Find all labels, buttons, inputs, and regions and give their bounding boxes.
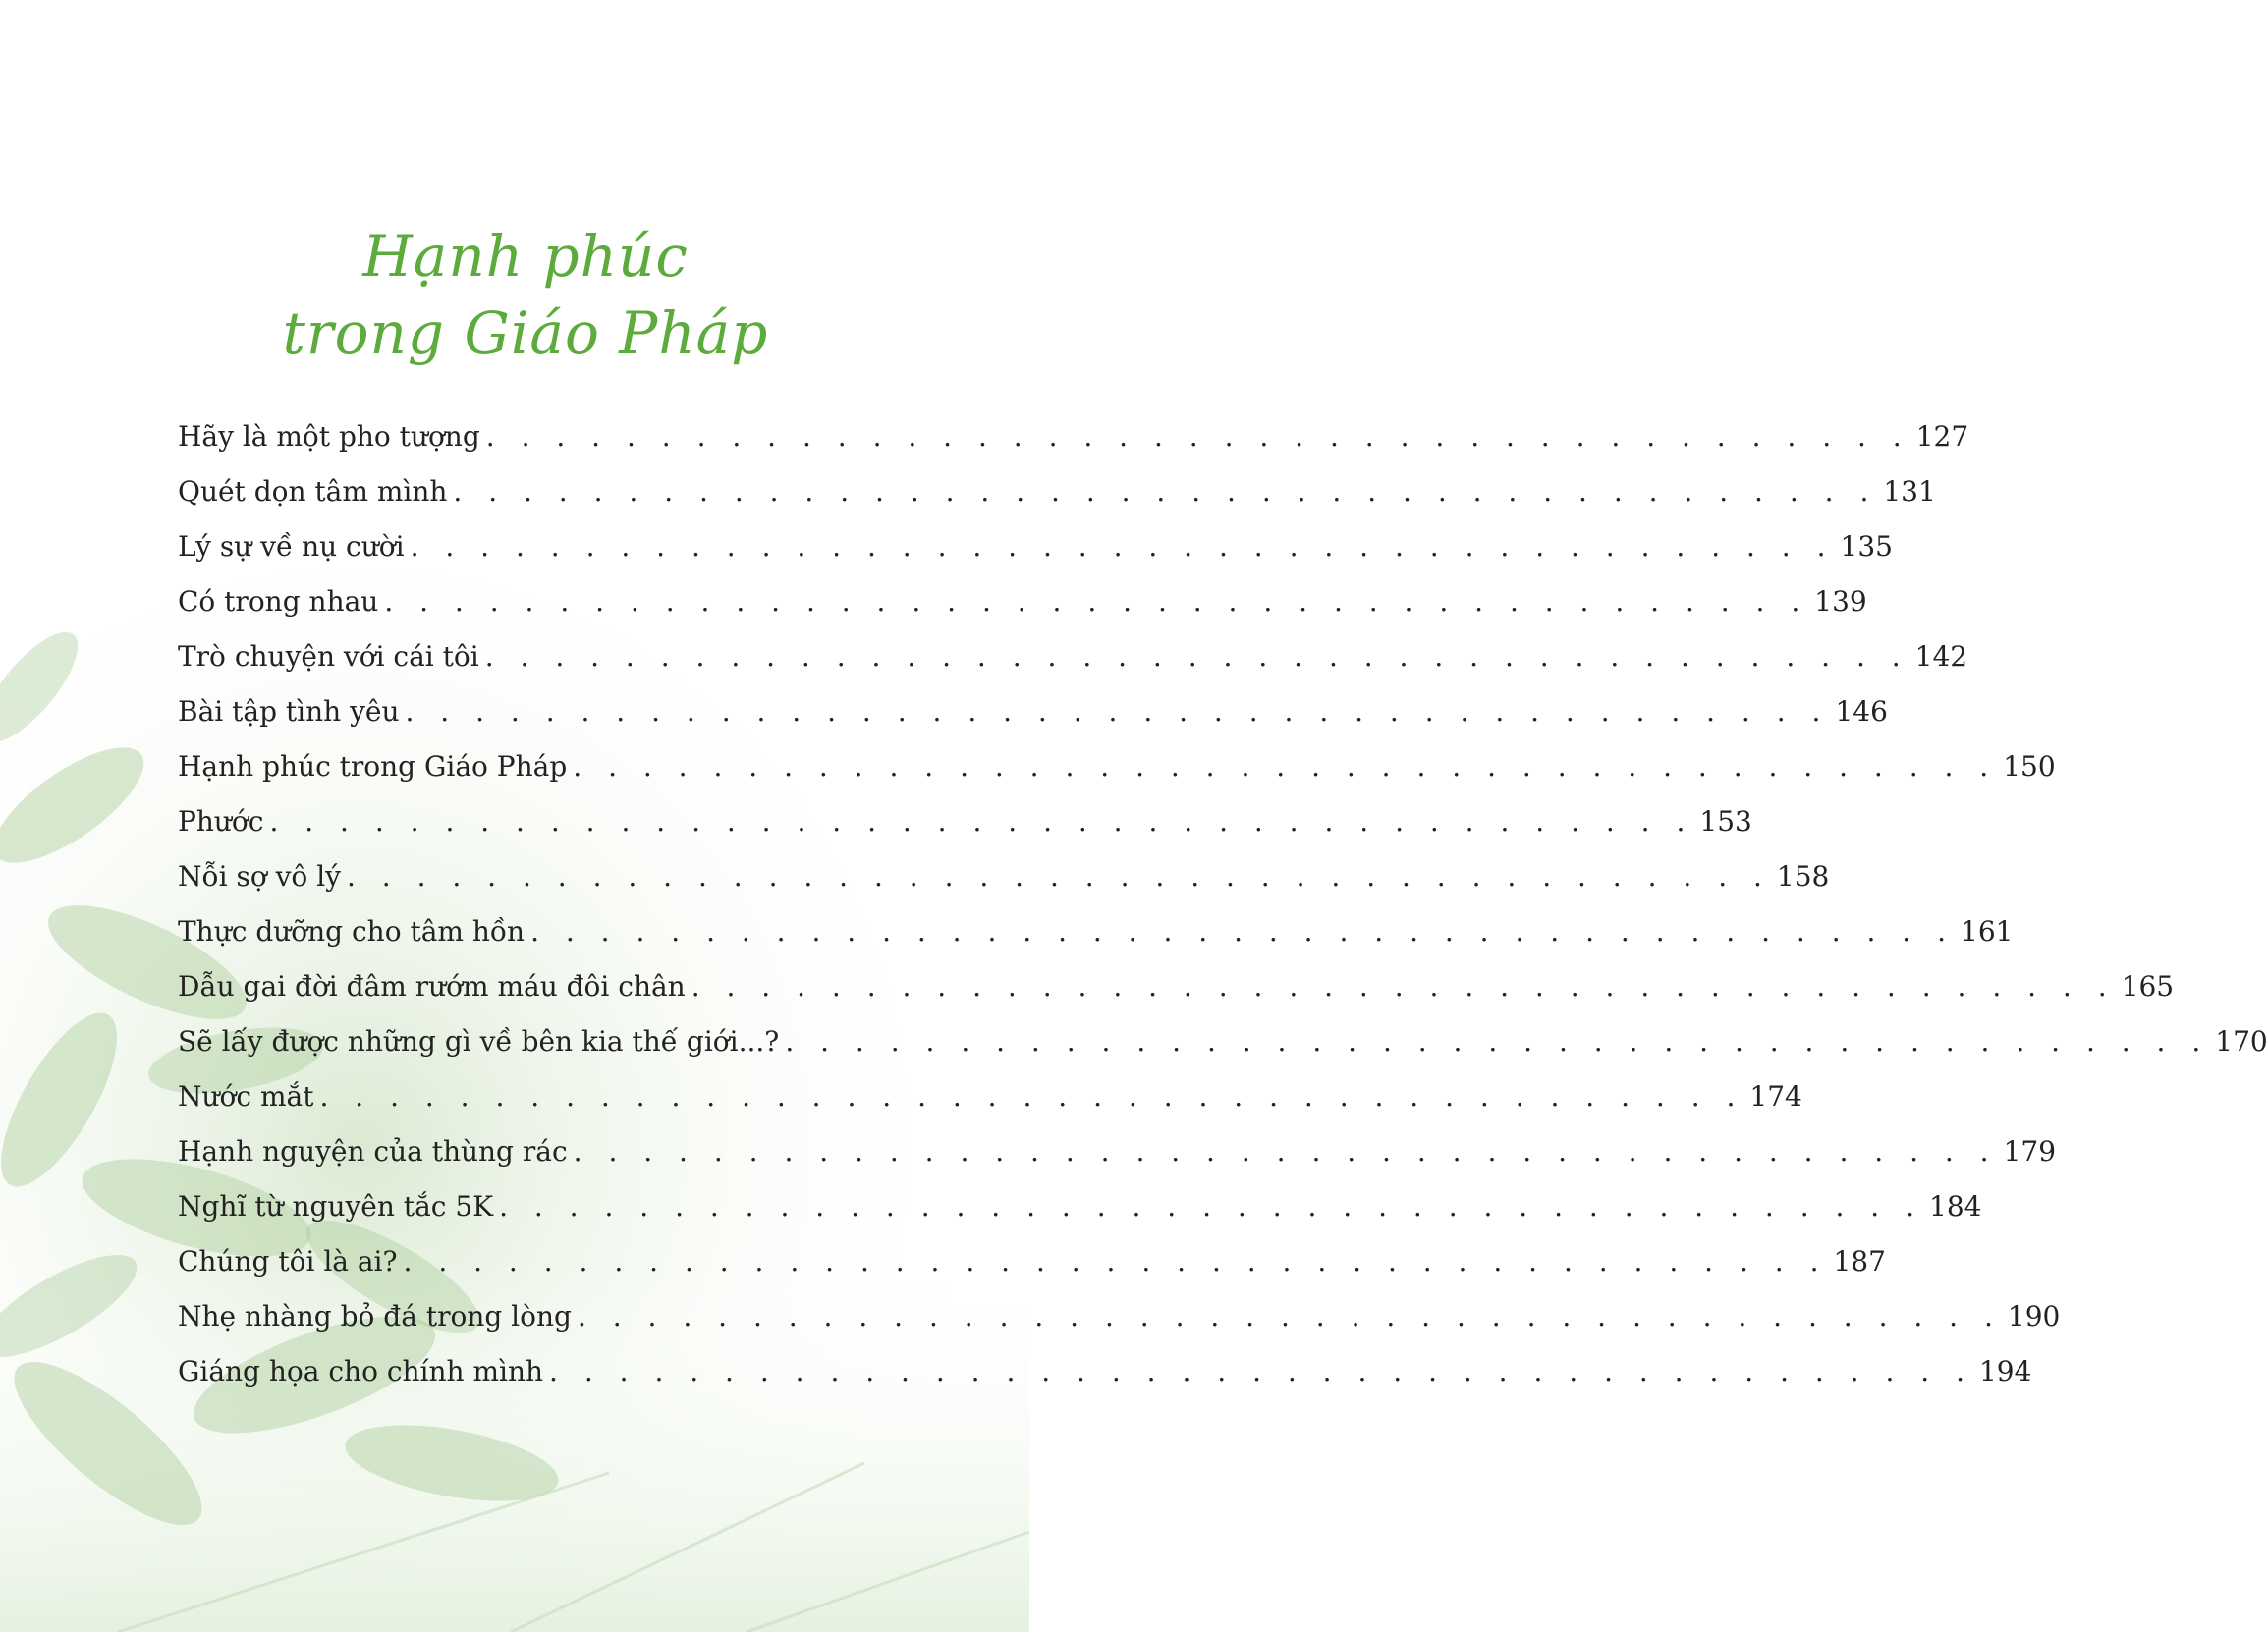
toc-dot-leader: . . . . . . . . . . . . . . . . . . . . . . . . . . . . . . . . . . . . . . . . . <box>410 530 1835 563</box>
toc-entry[interactable] <box>178 970 2175 1009</box>
toc-entry[interactable] <box>178 695 1888 734</box>
toc-dot-leader: . . . . . . . . . . . . . . . . . . . . . . . . . . . . . . . . . . . . . . . . . <box>549 1355 1973 1387</box>
section-title <box>0 218 1051 371</box>
toc-entry-page: 179 <box>2003 1135 2057 1168</box>
toc-entry-title: Có trong nhau <box>178 585 379 618</box>
toc-entry[interactable] <box>178 475 1936 515</box>
toc-entry-page: 165 <box>2121 970 2175 1003</box>
toc-entry-page: 194 <box>1978 1355 2032 1387</box>
section-title-line-2: trong Giáo Pháp <box>282 299 769 366</box>
toc-dot-leader: . . . . . . . . . . . . . . . . . . . . . . . . . . . . . . . . . . . . . . . . . <box>499 1190 1924 1223</box>
toc-entry-title: Sẽ lấy được những gì về bên kia thế giới...? <box>178 1025 780 1058</box>
toc-entry[interactable] <box>178 1135 2057 1174</box>
toc-entry[interactable] <box>178 1355 2032 1394</box>
toc-entry[interactable] <box>178 640 1968 680</box>
toc-entry[interactable] <box>178 1300 2061 1339</box>
toc-entry[interactable] <box>178 860 1830 899</box>
toc-entry[interactable] <box>178 1245 1886 1284</box>
toc-entry-page: 127 <box>1915 420 1969 453</box>
toc-entry-page: 139 <box>1814 585 1867 618</box>
toc-entry-page: 170 <box>2215 1025 2268 1058</box>
toc-entry-title: Thực dưỡng cho tâm hồn <box>178 915 526 948</box>
toc-entry-title: Chúng tôi là ai? <box>178 1245 398 1278</box>
toc-entry-title: Phước <box>178 805 264 838</box>
toc-entry[interactable] <box>178 1025 2268 1064</box>
toc-dot-leader: . . . . . . . . . . . . . . . . . . . . . . . . . . . . . . . . . . . . . . . . . <box>269 805 1694 838</box>
toc-dot-leader: . . . . . . . . . . . . . . . . . . . . . . . . . . . . . . . . . . . . . . . . . <box>484 640 1909 673</box>
toc-entry-page: 153 <box>1699 805 1752 838</box>
toc-entry-page: 184 <box>1929 1190 1982 1223</box>
toc-entry-title: Hãy là một pho tượng <box>178 420 480 453</box>
toc-dot-leader: . . . . . . . . . . . . . . . . . . . . . . . . . . . . . . . . . . . . . . . . . <box>384 585 1809 618</box>
toc-entry-title: Nghĩ từ nguyên tắc 5K <box>178 1190 494 1223</box>
toc-entry-page: 158 <box>1776 860 1830 893</box>
toc-dot-leader: . . . . . . . . . . . . . . . . . . . . . . . . . . . . . . . . . . . . . . . . . <box>319 1080 1744 1113</box>
section-title-line-1: Hạnh phúc <box>362 223 689 290</box>
toc-entry-title: Nỗi sợ vô lý <box>178 860 341 893</box>
toc-entry-page: 131 <box>1883 475 1936 508</box>
toc-dot-leader: . . . . . . . . . . . . . . . . . . . . . . . . . . . . . . . . . . . . . . . . . <box>403 1245 1828 1278</box>
toc-entry[interactable] <box>178 915 2014 954</box>
toc-entry-page: 150 <box>2003 750 2056 783</box>
toc-entry[interactable] <box>178 530 1893 570</box>
toc-entry-title: Nhẹ nhàng bỏ đá trong lòng <box>178 1300 572 1333</box>
toc-entry-title: Giáng họa cho chính mình <box>178 1355 544 1387</box>
toc-entry[interactable] <box>178 420 1969 460</box>
toc-entry-title: Dẫu gai đời đâm rướm máu đôi chân <box>178 970 686 1003</box>
toc-dot-leader: . . . . . . . . . . . . . . . . . . . . . . . . . . . . . . . . . . . . . . . . . <box>577 1300 2002 1333</box>
toc-entry[interactable] <box>178 1080 1802 1119</box>
toc-entry-page: 142 <box>1914 640 1968 673</box>
toc-entry[interactable] <box>178 1190 1982 1229</box>
toc-dot-leader: . . . . . . . . . . . . . . . . . . . . . . . . . . . . . . . . . . . . . . . . . <box>691 970 2116 1003</box>
toc-dot-leader: . . . . . . . . . . . . . . . . . . . . . . . . . . . . . . . . . . . . . . . . . <box>405 695 1830 728</box>
toc-entry[interactable] <box>178 805 1752 844</box>
toc-dot-leader: . . . . . . . . . . . . . . . . . . . . . . . . . . . . . . . . . . . . . . . . . <box>346 860 1771 893</box>
toc-entry-title: Hạnh nguyện của thùng rác <box>178 1135 568 1168</box>
toc-dot-leader: . . . . . . . . . . . . . . . . . . . . . . . . . . . . . . . . . . . . . . . . . <box>530 915 1955 948</box>
toc-entry-page: 174 <box>1749 1080 1802 1113</box>
toc-entry-title: Quét dọn tâm mình <box>178 475 448 508</box>
toc-dot-leader: . . . . . . . . . . . . . . . . . . . . . . . . . . . . . . . . . . . . . . . . . <box>453 475 1878 508</box>
toc-entry-title: Nước mắt <box>178 1080 314 1113</box>
toc-entry-page: 146 <box>1835 695 1888 728</box>
toc-entry-page: 161 <box>1961 915 2014 948</box>
toc-dot-leader: . . . . . . . . . . . . . . . . . . . . . . . . . . . . . . . . . . . . . . . . . <box>573 1135 1998 1168</box>
toc-dot-leader: . . . . . . . . . . . . . . . . . . . . . . . . . . . . . . . . . . . . . . . . . <box>573 750 1998 783</box>
toc-entry-title: Trò chuyện với cái tôi <box>178 640 479 673</box>
toc-entry-title: Bài tập tình yêu <box>178 695 400 728</box>
toc-dot-leader: . . . . . . . . . . . . . . . . . . . . . . . . . . . . . . . . . . . . . . . . . <box>785 1025 2210 1058</box>
toc-entry-title: Lý sự về nụ cười <box>178 530 405 563</box>
toc-dot-leader: . . . . . . . . . . . . . . . . . . . . . . . . . . . . . . . . . . . . . . . . . <box>485 420 1910 453</box>
toc-entry[interactable] <box>178 585 1867 625</box>
toc-entry-page: 135 <box>1840 530 1893 563</box>
toc-entry-page: 190 <box>2007 1300 2061 1333</box>
toc-entry[interactable] <box>178 750 2056 789</box>
toc-entry-page: 187 <box>1833 1245 1886 1278</box>
toc-entry-title: Hạnh phúc trong Giáo Pháp <box>178 750 568 783</box>
